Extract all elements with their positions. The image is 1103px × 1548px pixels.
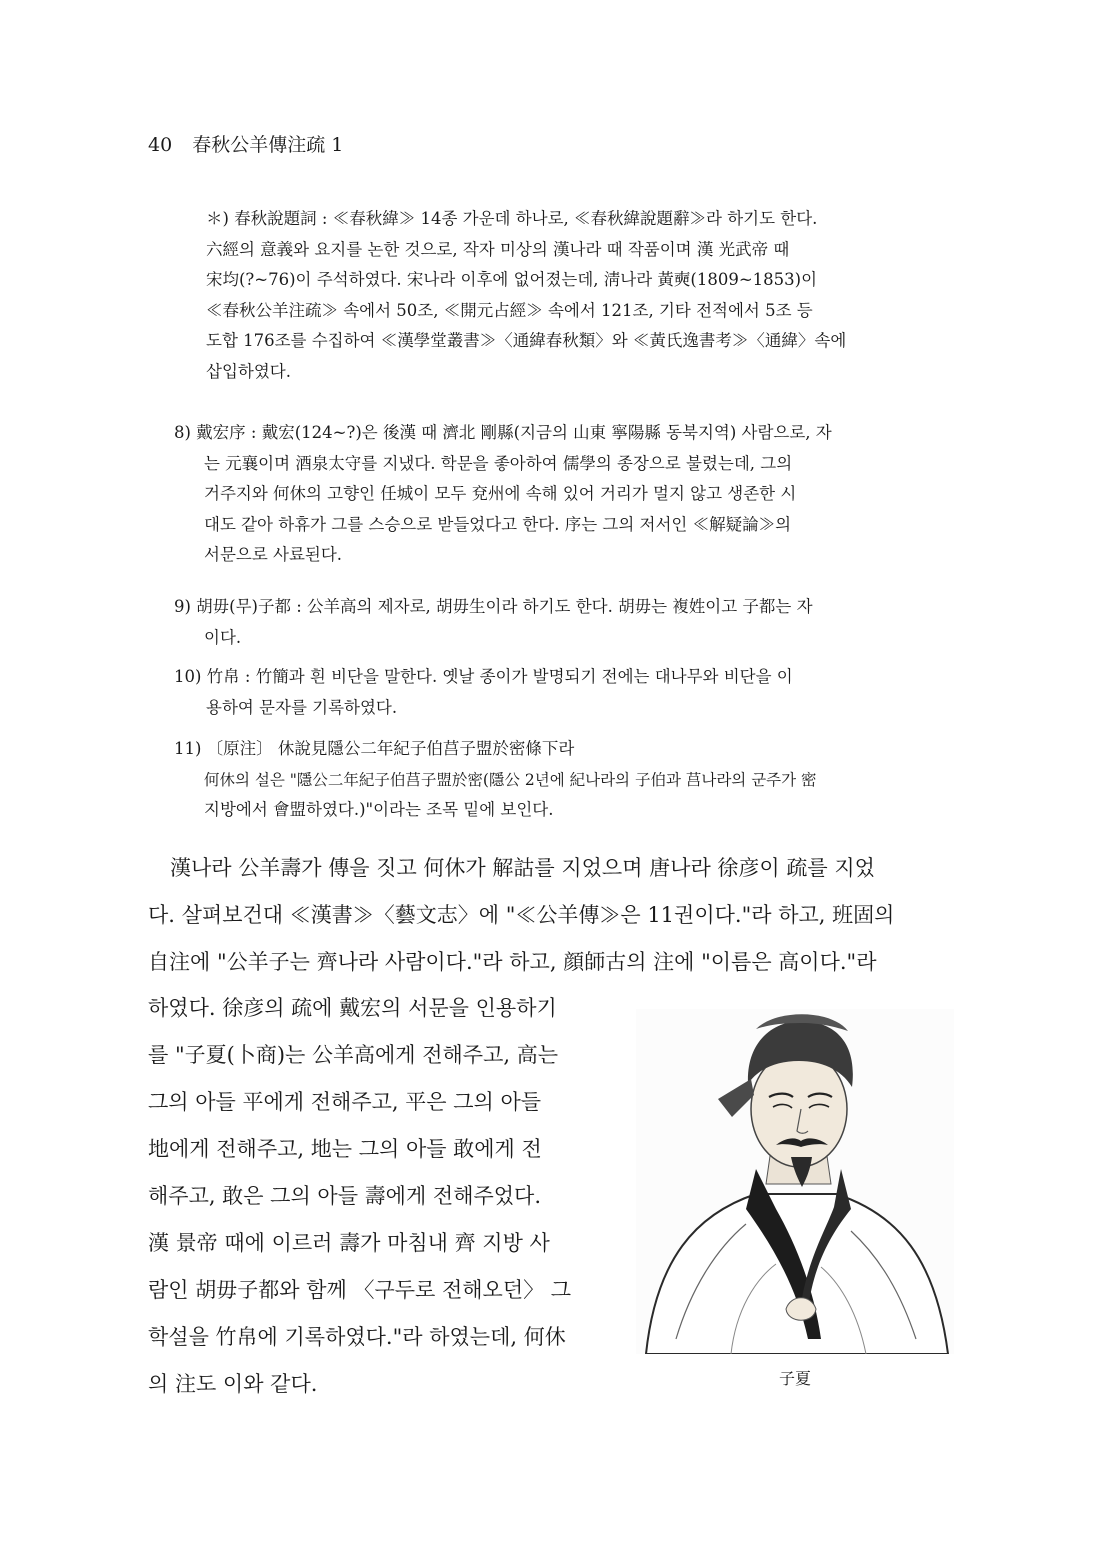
footnote-line: 삽입하였다.	[206, 361, 291, 381]
footnote-line: 何休의 설은 "隱公二年紀子伯莒子盟於密(隱公 2년에 紀나라의 子伯과 莒나라의 군주가 密	[204, 770, 817, 789]
portrait-illustration	[636, 1009, 954, 1354]
body-line: 그의 아들 平에게 전해주고, 平은 그의 아들	[148, 1090, 542, 1114]
footnote-line: 용하여 문자를 기록하였다.	[206, 697, 398, 717]
body-line: 해주고, 敢은 그의 아들 壽에게 전해주었다.	[148, 1184, 542, 1208]
body-paragraph-wrapped	[148, 985, 571, 1408]
body-paragraph-top	[148, 845, 894, 986]
footnote-line: 六經의 意義와 요지를 논한 것으로, 작자 미상의 漢나라 때 작품이며 漢 光武帝 때	[206, 239, 790, 259]
figure-caption: 子夏	[778, 1369, 811, 1388]
footnote-8	[174, 418, 951, 571]
body-line: 漢나라 公羊壽가 傳을 짓고 何休가 解詁를 지었으며 唐나라 徐彦이 疏를 지었	[170, 856, 875, 880]
body-line: 다. 살펴보건대 ≪漢書≫〈藝文志〉에 "≪公羊傳≫은 11권이다."라 하고, 班固의	[148, 903, 895, 927]
body-line: 地에게 전해주고, 地는 그의 아들 敢에게 전	[148, 1137, 542, 1161]
body-line: 람인 胡毋子都와 함께 〈구두로 전해오던〉 그	[148, 1278, 572, 1302]
footnote-star	[206, 204, 951, 387]
footnote-11	[174, 734, 951, 826]
footnote-line: ≪春秋公羊注疏≫ 속에서 50조, ≪開元占經≫ 속에서 121조, 기타 전적에서 5조 등	[206, 300, 813, 320]
footnote-line: 10) 竹帛 : 竹簡과 흰 비단을 말한다. 옛날 종이가 발명되기 전에는 대나무와 비단을 이	[174, 667, 793, 686]
footnote-line: 대도 같아 하휴가 그를 스승으로 받들었다고 한다. 序는 그의 저서인 ≪解疑論≫의	[204, 514, 792, 534]
body-line: 를 "子夏(卜商)는 公羊高에게 전해주고, 高는	[148, 1043, 558, 1067]
body-line: 의 注도 이와 같다.	[148, 1372, 318, 1396]
footnote-line: 宋均(?~76)이 주석하였다. 宋나라 이후에 없어졌는데, 淸나라 黃奭(1809~1853)이	[206, 270, 818, 289]
page-number: 40	[148, 134, 173, 156]
body-line: 하였다. 徐彦의 疏에 戴宏의 서문을 인용하기	[148, 996, 557, 1020]
body-line: 학설을 竹帛에 기록하였다."라 하였는데, 何休	[148, 1325, 566, 1349]
footnote-10	[174, 662, 951, 723]
footnote-line: ＊) 春秋說題詞 : ≪春秋緯≫ 14종 가운데 하나로, ≪春秋緯說題辭≫라 하기도 한다.	[206, 209, 818, 228]
footnote-line: 도합 176조를 수집하여 ≪漢學堂叢書≫〈通緯春秋類〉와 ≪黃氏逸書考≫〈通緯〉속에	[206, 331, 847, 350]
running-header	[148, 130, 343, 157]
footnote-line: 9) 胡毋(무)子都 : 公羊高의 제자로, 胡毋生이라 하기도 한다. 胡毋는 複姓이고 子都는 자	[174, 597, 813, 616]
footnote-line: 거주지와 何休의 고향인 任城이 모두 兗州에 속해 있어 거리가 멀지 않고 생존한 시	[204, 484, 797, 503]
footnote-line: 는 元襄이며 酒泉太守를 지냈다. 학문을 좋아하여 儒學의 종장으로 불렸는데, 그의	[204, 453, 793, 473]
footnote-line: 서문으로 사료된다.	[204, 545, 343, 564]
portrait-figure	[636, 1009, 954, 1389]
book-title: 春秋公羊傳注疏 1	[192, 134, 344, 156]
body-line: 漢 景帝 때에 이르러 壽가 마침내 齊 지방 사	[148, 1231, 550, 1255]
footnote-line: 8) 戴宏序 : 戴宏(124~?)은 後漢 때 濟北 剛縣(지금의 山東 寧陽縣 동북지역) 사람으로, 자	[174, 423, 832, 442]
footnote-line: 11) 〔原注〕 休說見隱公二年紀子伯莒子盟於密條下라	[174, 739, 575, 758]
body-line: 自注에 "公羊子는 齊나라 사람이다."라 하고, 顔師古의 注에 "이름은 高이다."라	[148, 950, 877, 974]
footnote-line: 지방에서 會盟하였다.)"이라는 조목 밑에 보인다.	[204, 800, 554, 819]
footnote-9	[174, 592, 951, 653]
footnote-line: 이다.	[204, 627, 242, 647]
